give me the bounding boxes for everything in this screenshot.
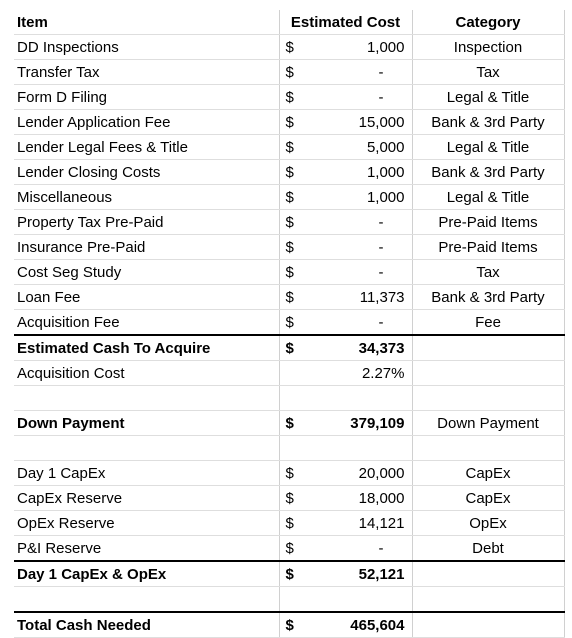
row-amount: -: [309, 235, 412, 260]
blank-cell: [279, 587, 309, 613]
row-item: Total Cash Needed: [14, 612, 279, 638]
blank-cell: [309, 587, 412, 613]
row-item: DD Inspections: [14, 35, 279, 60]
table-row: [14, 135, 564, 160]
row-amount: 20,000: [309, 461, 412, 486]
row-item: Day 1 CapEx & OpEx: [14, 561, 279, 587]
blank-cell: [14, 386, 279, 411]
header-row: [14, 10, 564, 35]
row-item: Form D Filing: [14, 85, 279, 110]
row-category: [412, 361, 564, 386]
row-amount: -: [309, 310, 412, 336]
blank-cell: [309, 386, 412, 411]
row-category: [412, 561, 564, 587]
row-dollar-sign: $: [279, 612, 309, 638]
table-row: [14, 210, 564, 235]
row-amount: 15,000: [309, 110, 412, 135]
blank-cell: [412, 436, 564, 461]
row-amount: 1,000: [309, 185, 412, 210]
row-category: OpEx: [412, 511, 564, 536]
table-row: [14, 260, 564, 285]
row-item: Lender Application Fee: [14, 110, 279, 135]
row-dollar-sign: $: [279, 35, 309, 60]
row-dollar-sign: $: [279, 335, 309, 361]
row-category: CapEx: [412, 461, 564, 486]
table-row: [14, 235, 564, 260]
row-category: Down Payment: [412, 411, 564, 436]
blank-row: [14, 587, 564, 613]
row-item: Estimated Cash To Acquire: [14, 335, 279, 361]
row-amount: 1,000: [309, 160, 412, 185]
total-cash-row: [14, 612, 564, 638]
row-item: Loan Fee: [14, 285, 279, 310]
row-dollar-sign: $: [279, 60, 309, 85]
row-category: Tax: [412, 260, 564, 285]
row-category: Bank & 3rd Party: [412, 285, 564, 310]
row-dollar-sign: $: [279, 536, 309, 562]
row-item: Property Tax Pre-Paid: [14, 210, 279, 235]
capex-total-row: [14, 561, 564, 587]
row-dollar-sign: $: [279, 160, 309, 185]
row-item: Lender Legal Fees & Title: [14, 135, 279, 160]
down-payment-row: [14, 411, 564, 436]
table-row: [14, 110, 564, 135]
row-category: Bank & 3rd Party: [412, 160, 564, 185]
row-dollar-sign: $: [279, 210, 309, 235]
row-amount: -: [309, 536, 412, 562]
table-row: [14, 285, 564, 310]
blank-cell: [309, 436, 412, 461]
cash-to-acquire-row: [14, 335, 564, 361]
row-category: Inspection: [412, 35, 564, 60]
row-item: Insurance Pre-Paid: [14, 235, 279, 260]
row-category: [412, 335, 564, 361]
row-dollar-sign: $: [279, 110, 309, 135]
acquisition-cost-row: [14, 361, 564, 386]
header-estimated-cost: Estimated Cost: [279, 10, 412, 35]
row-item: OpEx Reserve: [14, 511, 279, 536]
row-amount: 11,373: [309, 285, 412, 310]
row-category: [412, 612, 564, 638]
row-dollar-sign: $: [279, 135, 309, 160]
blank-row: [14, 436, 564, 461]
row-amount: 18,000: [309, 486, 412, 511]
row-item: Acquisition Cost: [14, 361, 279, 386]
row-category: CapEx: [412, 486, 564, 511]
row-item: P&I Reserve: [14, 536, 279, 562]
row-item: Down Payment: [14, 411, 279, 436]
table-row: [14, 185, 564, 210]
row-category: Fee: [412, 310, 564, 336]
row-amount: -: [309, 85, 412, 110]
table-row: [14, 35, 564, 60]
blank-cell: [279, 436, 309, 461]
row-item: Miscellaneous: [14, 185, 279, 210]
blank-cell: [279, 386, 309, 411]
row-amount: 52,121: [309, 561, 412, 587]
table-row: [14, 461, 564, 486]
row-dollar-sign: $: [279, 310, 309, 336]
cost-table: [14, 10, 565, 638]
blank-cell: [14, 587, 279, 613]
blank-cell: [14, 436, 279, 461]
row-category: Pre-Paid Items: [412, 235, 564, 260]
row-item: Acquisition Fee: [14, 310, 279, 336]
row-dollar-sign: $: [279, 511, 309, 536]
row-amount: 14,121: [309, 511, 412, 536]
table-row: [14, 85, 564, 110]
row-category: Legal & Title: [412, 85, 564, 110]
row-dollar-sign: $: [279, 285, 309, 310]
row-category: Legal & Title: [412, 185, 564, 210]
table-row: [14, 536, 564, 562]
blank-row: [14, 386, 564, 411]
row-dollar-sign: $: [279, 461, 309, 486]
table-row: [14, 160, 564, 185]
cost-spreadsheet: [14, 10, 565, 638]
row-amount: 34,373: [309, 335, 412, 361]
row-amount: 465,604: [309, 612, 412, 638]
header-category: Category: [412, 10, 564, 35]
row-item: Cost Seg Study: [14, 260, 279, 285]
row-dollar-sign: $: [279, 561, 309, 587]
row-item: Day 1 CapEx: [14, 461, 279, 486]
table-row: [14, 310, 564, 336]
blank-cell: [412, 587, 564, 613]
blank-cell: [412, 386, 564, 411]
row-amount: -: [309, 210, 412, 235]
row-amount: 379,109: [309, 411, 412, 436]
row-amount: -: [309, 260, 412, 285]
row-dollar-sign: [279, 361, 309, 386]
row-dollar-sign: $: [279, 85, 309, 110]
row-dollar-sign: $: [279, 260, 309, 285]
row-dollar-sign: $: [279, 411, 309, 436]
row-dollar-sign: $: [279, 235, 309, 260]
table-row: [14, 486, 564, 511]
header-item: Item: [14, 10, 279, 35]
row-category: Tax: [412, 60, 564, 85]
row-item: CapEx Reserve: [14, 486, 279, 511]
table-row: [14, 511, 564, 536]
row-dollar-sign: $: [279, 185, 309, 210]
row-category: Pre-Paid Items: [412, 210, 564, 235]
row-dollar-sign: $: [279, 486, 309, 511]
row-item: Transfer Tax: [14, 60, 279, 85]
row-amount: 2.27%: [309, 361, 412, 386]
row-category: Legal & Title: [412, 135, 564, 160]
table-row: [14, 60, 564, 85]
row-category: Bank & 3rd Party: [412, 110, 564, 135]
row-amount: 1,000: [309, 35, 412, 60]
row-amount: 5,000: [309, 135, 412, 160]
row-category: Debt: [412, 536, 564, 562]
row-item: Lender Closing Costs: [14, 160, 279, 185]
row-amount: -: [309, 60, 412, 85]
